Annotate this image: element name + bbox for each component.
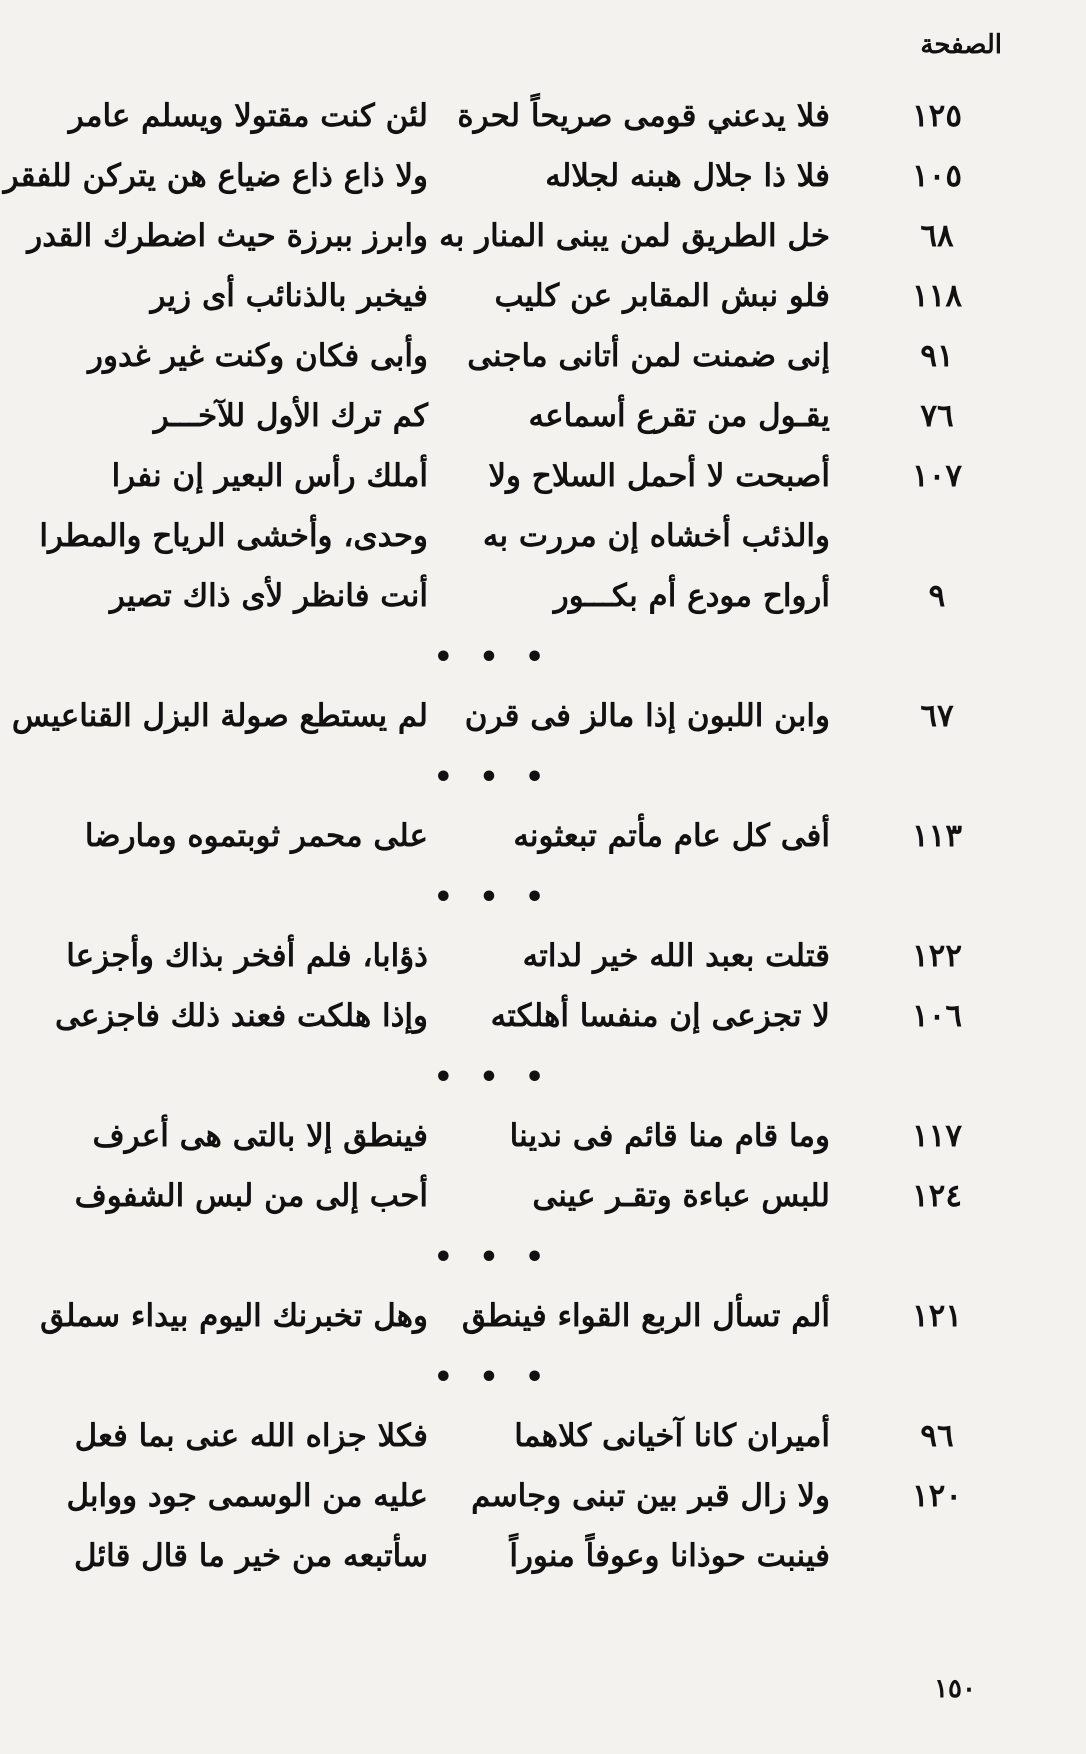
verse-row — [48, 88, 998, 148]
verse-row — [11, 688, 998, 748]
second-hemistich: لم يستطع صولة البزل القناعيس — [11, 698, 428, 734]
first-hemistich: وما قام منا قائم فى ندينا — [509, 1118, 830, 1154]
page-reference-number: ٦٧ — [920, 698, 954, 734]
page-column-label: الصفحة — [920, 30, 1002, 60]
first-hemistich: والذئب أخشاه إن مررت به — [482, 518, 830, 554]
second-hemistich: أنت فانظر لأى ذاك تصير — [109, 578, 428, 614]
second-hemistich: أحب إلى من لبس الشفوف — [74, 1178, 428, 1214]
verse-row — [48, 1168, 998, 1228]
second-hemistich: ذؤابا، فلم أفخر بذاك وأجزعا — [66, 938, 428, 974]
first-hemistich: فلا ذا جلال هبنه لجلاله — [545, 158, 830, 194]
first-hemistich: لا تجزعى إن منفسا أهلكته — [490, 998, 830, 1034]
verse-row — [48, 388, 998, 448]
page-reference-number: ١١٣ — [912, 818, 962, 854]
page-reference-number: ١٢٥ — [912, 98, 962, 134]
verse-row — [48, 808, 998, 868]
first-hemistich: للبس عباءة وتقـر عينى — [532, 1178, 830, 1214]
first-hemistich: يقـول من تقرع أسماعه — [528, 398, 830, 434]
page-reference-number: ١١٨ — [912, 278, 962, 314]
second-hemistich: وحدى، وأخشى الرياح والمطرا — [39, 518, 428, 554]
verse-row — [48, 1528, 998, 1588]
second-hemistich: فينطق إلا بالتى هى أعرف — [92, 1118, 428, 1154]
page-number: ١٥٠ — [934, 1674, 976, 1704]
page-reference-number: ٩ — [928, 578, 946, 614]
section-separator: • • • — [433, 880, 553, 915]
first-hemistich: وابن اللبون إذا مالز فى قرن — [464, 698, 830, 734]
second-hemistich: وهل تخبرنك اليوم بيداء سملق — [40, 1298, 428, 1334]
page-reference-number: ١٠٧ — [912, 458, 962, 494]
page-reference-number: ١٠٦ — [912, 998, 962, 1034]
second-hemistich: أملك رأس البعير إن نفرا — [111, 458, 428, 494]
section-separator: • • • — [433, 1240, 553, 1275]
page-reference-number: ٦٨ — [920, 218, 954, 254]
second-hemistich: عليه من الوسمى جود ووابل — [66, 1478, 428, 1514]
verse-row — [27, 208, 998, 268]
first-hemistich: أميران كانا آخيانى كلاهما — [514, 1418, 830, 1454]
verse-row — [40, 1288, 998, 1348]
first-hemistich: أرواح مودع أم بكـــور — [553, 578, 830, 614]
page-reference-number: ٩٦ — [920, 1418, 954, 1454]
page-reference-number: ٧٦ — [920, 398, 954, 434]
page-reference-number: ١٢١ — [912, 1298, 962, 1334]
first-hemistich: فلو نبش المقابر عن كليب — [494, 278, 830, 314]
section-separator: • • • — [433, 1360, 553, 1395]
first-hemistich: إنى ضمنت لمن أتانى ماجنى — [467, 338, 830, 374]
first-hemistich: فينبت حوذانا وعوفاً منوراً — [509, 1538, 830, 1574]
second-hemistich: وأبى فكان وكنت غير غدور — [88, 338, 428, 374]
section-separator: • • • — [433, 760, 553, 795]
section-separator: • • • — [433, 1060, 553, 1095]
verse-row — [48, 448, 998, 508]
second-hemistich: وابرز ببرزة حيث اضطرك القدر — [27, 218, 428, 254]
verse-row — [48, 1468, 998, 1528]
first-hemistich: قتلت بعبد الله خير لداته — [522, 938, 830, 974]
verse-row — [48, 268, 998, 328]
page-reference-number: ١٢٠ — [912, 1478, 962, 1514]
second-hemistich: وإذا هلكت فعند ذلك فاجزعى — [55, 998, 428, 1034]
page-reference-number: ١٢٤ — [912, 1178, 962, 1214]
second-hemistich: على محمر ثوبتموه ومارضا — [84, 818, 428, 854]
first-hemistich: ولا زال قبر بين تبنى وجاسم — [471, 1478, 830, 1514]
verse-row — [3, 148, 998, 208]
second-hemistich: كم ترك الأول للآخـــر — [153, 398, 428, 434]
verse-row — [48, 928, 998, 988]
page-reference-number: ٩١ — [920, 338, 954, 374]
second-hemistich: ولا ذاع ذاع ضياع هن يتركن للفقر — [3, 158, 428, 194]
first-hemistich: أفى كل عام مأتم تبعثونه — [513, 818, 830, 854]
second-hemistich: سأتبعه من خير ما قال قائل — [74, 1538, 428, 1574]
verse-index-list — [3, 88, 998, 1588]
first-hemistich: فلا يدعني قومى صريحاً لحرة — [457, 98, 830, 134]
verse-row — [39, 508, 998, 568]
second-hemistich: لئن كنت مقتولا ويسلم عامر — [68, 98, 428, 134]
second-hemistich: فكلا جزاه الله عنى بما فعل — [74, 1418, 428, 1454]
verse-row — [48, 988, 998, 1048]
section-separator: • • • — [433, 640, 553, 675]
first-hemistich: ألم تسأل الربع القواء فينطق — [461, 1298, 830, 1334]
second-hemistich: فيخبر بالذنائب أى زير — [150, 278, 428, 314]
verse-row — [48, 328, 998, 388]
page-reference-number: ١١٧ — [912, 1118, 962, 1154]
first-hemistich: أصبحت لا أحمل السلاح ولا — [488, 458, 830, 494]
page-reference-number: ١٠٥ — [912, 158, 962, 194]
verse-row — [48, 1408, 998, 1468]
verse-row — [48, 1108, 998, 1168]
first-hemistich: خل الطريق لمن يبنى المنار به — [439, 218, 830, 254]
page-reference-number: ١٢٢ — [912, 938, 962, 974]
verse-row — [48, 568, 998, 628]
